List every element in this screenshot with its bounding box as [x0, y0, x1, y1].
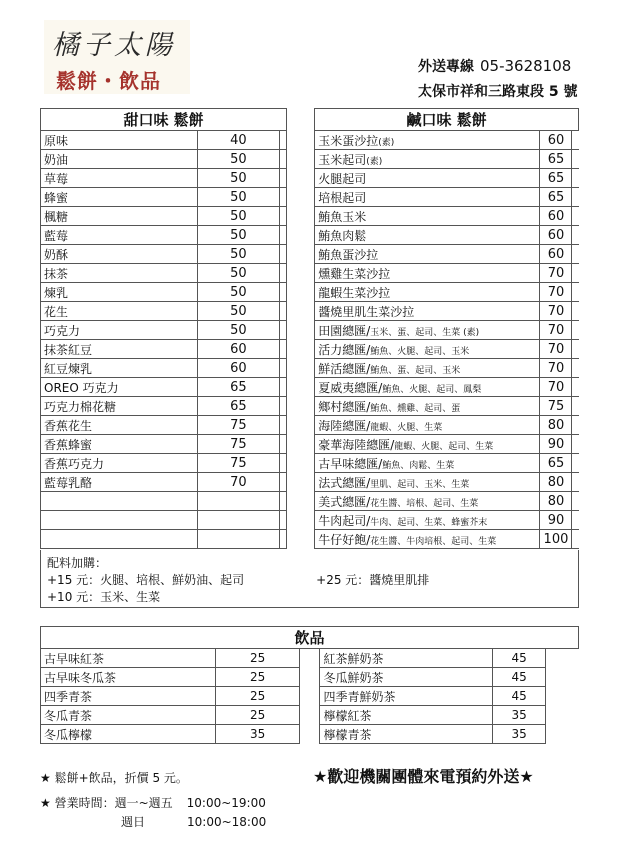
shop-logo — [44, 20, 190, 94]
savory-section-title: 鹹口味 鬆餅 — [315, 109, 579, 131]
savory-item-label: 醬燒里肌生菜沙拉 — [318, 304, 415, 319]
menu-row — [41, 264, 579, 283]
savory-item-label: 夏威夷總匯/ — [318, 380, 383, 395]
welcome-banner: ★歡迎機關團體來電預約外送★ — [313, 767, 534, 786]
sweet-item-price: 50 — [197, 283, 279, 302]
drink-row — [41, 725, 579, 744]
savory-item-label: 鮪魚蛋沙拉 — [318, 247, 379, 262]
savory-item-label: 鮪魚肉鬆 — [318, 228, 367, 243]
sweet-item-price: 65 — [197, 378, 279, 397]
hours-weekday-time: 10:00~19:00 — [186, 796, 266, 810]
delivery-phone: 05-3628108 — [480, 57, 572, 75]
savory-item-note: 鮪魚、燻雞、起司、蛋 — [370, 403, 461, 414]
drink-name: 紅茶鮮奶茶 — [320, 649, 493, 668]
drink-name: 古早味冬瓜茶 — [41, 668, 216, 687]
savory-item-label: 火腿起司 — [318, 171, 367, 186]
hours-weekday-days: 週一~週五 — [114, 796, 173, 810]
menu-row — [41, 302, 579, 321]
savory-item-name — [315, 416, 540, 435]
addon-title: 配料加購： — [47, 556, 108, 570]
drink-price: 25 — [215, 706, 300, 725]
savory-item-name — [315, 397, 540, 416]
savory-item-note: 里肌、起司、玉米、生菜 — [370, 479, 470, 490]
sweet-section-title: 甜口味 鬆餅 — [41, 109, 287, 131]
drinks-title: 飲品 — [41, 627, 579, 649]
hours-sunday-time: 10:00~18:00 — [187, 815, 267, 829]
addon-line-1a: +15 元：火腿、培根、鮮奶油、起司 — [47, 573, 245, 587]
drink-row — [41, 687, 579, 706]
savory-item-name — [315, 283, 540, 302]
savory-item-label: 美式總匯/ — [318, 494, 371, 509]
savory-item-name — [315, 454, 540, 473]
sweet-item-name: 抹茶紅豆 — [41, 340, 198, 359]
savory-item-name — [315, 378, 540, 397]
drink-name: 四季青鮮奶茶 — [320, 687, 493, 706]
savory-item-name — [315, 511, 540, 530]
menu-row — [41, 530, 579, 549]
hours-weekday — [40, 794, 266, 811]
savory-item-label: 鄉村總匯/ — [318, 399, 371, 414]
menu-row — [41, 207, 579, 226]
savory-item-price: 60 — [540, 245, 572, 264]
menu-row — [41, 511, 579, 530]
sweet-item-name: 紅豆煉乳 — [41, 359, 198, 378]
menu-row — [41, 321, 579, 340]
sweet-item-name: 香蕉巧克力 — [41, 454, 198, 473]
sweet-item-name: 奶油 — [41, 150, 198, 169]
menu-row — [41, 169, 579, 188]
savory-item-label: 鮪魚玉米 — [318, 209, 367, 224]
savory-item-name — [315, 131, 540, 150]
savory-item-name — [315, 359, 540, 378]
savory-item-price: 60 — [540, 207, 572, 226]
sweet-item-name: 奶酥 — [41, 245, 198, 264]
delivery-line — [418, 56, 571, 76]
sweet-item-price: 60 — [197, 340, 279, 359]
savory-item-price: 60 — [540, 226, 572, 245]
drink-price: 45 — [493, 687, 546, 706]
savory-item-label: 田園總匯/ — [318, 323, 371, 338]
sweet-item-name: 抹茶 — [41, 264, 198, 283]
savory-item-price: 65 — [540, 454, 572, 473]
addon-line-2: +10 元：玉米、生菜 — [47, 590, 161, 604]
savory-item-label: 活力總匯/ — [318, 342, 371, 357]
sweet-item-price: 50 — [197, 264, 279, 283]
sweet-item-price: 50 — [197, 302, 279, 321]
menu-row — [41, 416, 579, 435]
drink-row — [41, 706, 579, 725]
sweet-item-name: 香蕉花生 — [41, 416, 198, 435]
savory-item-label: 燻雞生菜沙拉 — [318, 266, 391, 281]
drink-name: 冬瓜青茶 — [41, 706, 216, 725]
savory-item-label: 牛肉起司/ — [318, 513, 371, 528]
shop-address: 太保市祥和三路東段 5 號 — [418, 84, 578, 100]
sweet-item-price: 50 — [197, 169, 279, 188]
savory-item-price: 100 — [540, 530, 572, 549]
menu-row — [41, 340, 579, 359]
drink-price: 25 — [215, 687, 300, 706]
savory-item-price: 70 — [540, 378, 572, 397]
savory-item-label: 海陸總匯/ — [318, 418, 371, 433]
waffle-menu-table — [40, 108, 579, 549]
savory-item-name — [315, 245, 540, 264]
sweet-item-price: 75 — [197, 454, 279, 473]
savory-item-price: 70 — [540, 321, 572, 340]
sweet-item-name: 藍莓乳酪 — [41, 473, 198, 492]
sweet-item-price: 65 — [197, 397, 279, 416]
savory-item-name — [315, 492, 540, 511]
sweet-item-name: OREO 巧克力 — [41, 378, 198, 397]
savory-item-name — [315, 226, 540, 245]
savory-item-label: 玉米蛋沙拉 — [318, 133, 379, 148]
sweet-item-name — [41, 492, 198, 511]
drink-price: 35 — [215, 725, 300, 744]
sweet-item-name: 花生 — [41, 302, 198, 321]
addon-section — [40, 550, 579, 608]
savory-item-label: 法式總匯/ — [318, 475, 371, 490]
savory-item-price: 80 — [540, 492, 572, 511]
hours-sunday-day: 週日 — [121, 815, 146, 829]
savory-item-note: 玉米、蛋、起司、生菜 (素) — [370, 327, 480, 338]
menu-row — [41, 492, 579, 511]
savory-item-note: 花生醬、牛肉培根、起司、生菜 — [370, 536, 497, 547]
menu-row — [41, 283, 579, 302]
savory-item-note: 龍蝦、火腿、起司、生菜 — [394, 441, 494, 452]
savory-item-name — [315, 169, 540, 188]
savory-item-note: (素) — [378, 137, 395, 148]
savory-item-name — [315, 340, 540, 359]
savory-item-price: 80 — [540, 416, 572, 435]
savory-item-note: 花生醬、培根、起司、生菜 — [370, 498, 479, 509]
sweet-item-name — [41, 530, 198, 549]
savory-item-name — [315, 302, 540, 321]
savory-item-note: (素) — [366, 156, 383, 167]
addon-line-1b: +25 元：醬燒里肌排 — [316, 573, 430, 587]
savory-item-price: 80 — [540, 473, 572, 492]
sweet-item-name: 草莓 — [41, 169, 198, 188]
sweet-item-name — [41, 511, 198, 530]
sweet-item-price: 40 — [197, 131, 279, 150]
logo-subtitle: 鬆餅・飲品 — [56, 69, 161, 93]
sweet-item-price: 70 — [197, 473, 279, 492]
sweet-item-price — [197, 492, 279, 511]
savory-item-name — [315, 207, 540, 226]
savory-item-note: 鮪魚、蛋、起司、玉米 — [370, 365, 461, 376]
drink-row — [41, 649, 579, 668]
savory-item-note: 鮪魚、肉鬆、生菜 — [382, 460, 455, 471]
savory-item-label: 玉米起司 — [318, 152, 367, 167]
savory-item-price: 70 — [540, 340, 572, 359]
menu-row — [41, 378, 579, 397]
drink-name: 冬瓜鮮奶茶 — [320, 668, 493, 687]
sweet-item-price: 50 — [197, 207, 279, 226]
drink-price: 25 — [215, 649, 300, 668]
drink-name: 古早味紅茶 — [41, 649, 216, 668]
menu-row — [41, 435, 579, 454]
drink-price: 45 — [493, 668, 546, 687]
savory-item-name — [315, 473, 540, 492]
savory-item-price: 70 — [540, 264, 572, 283]
savory-item-price: 65 — [540, 169, 572, 188]
logo-title: 橘子太陽 — [52, 30, 176, 61]
sweet-item-name: 藍莓 — [41, 226, 198, 245]
sweet-item-name: 蜂蜜 — [41, 188, 198, 207]
savory-item-price: 70 — [540, 302, 572, 321]
savory-item-price: 60 — [540, 131, 572, 150]
drink-name: 冬瓜檸檬 — [41, 725, 216, 744]
sweet-item-price: 50 — [197, 226, 279, 245]
drinks-table — [40, 626, 579, 744]
menu-row — [41, 188, 579, 207]
savory-item-label: 古早味總匯/ — [318, 456, 383, 471]
menu-row — [41, 150, 579, 169]
savory-item-note: 牛肉、起司、生菜、蜂蜜芥末 — [370, 517, 488, 528]
menu-row — [41, 473, 579, 492]
savory-item-note: 鮪魚、火腿、起司、玉米 — [370, 346, 470, 357]
sweet-item-name: 煉乳 — [41, 283, 198, 302]
menu-row — [41, 454, 579, 473]
savory-item-price: 70 — [540, 359, 572, 378]
sweet-item-name: 香蕉蜂蜜 — [41, 435, 198, 454]
drink-price: 45 — [493, 649, 546, 668]
savory-item-price: 75 — [540, 397, 572, 416]
sweet-item-price: 50 — [197, 321, 279, 340]
savory-item-label: 培根起司 — [318, 190, 367, 205]
drink-name: 檸檬紅茶 — [320, 706, 493, 725]
sweet-item-price — [197, 511, 279, 530]
sweet-item-price: 75 — [197, 416, 279, 435]
menu-row — [41, 359, 579, 378]
savory-item-price: 90 — [540, 435, 572, 454]
savory-item-price: 70 — [540, 283, 572, 302]
drink-row — [41, 668, 579, 687]
savory-item-note: 龍蝦、火腿、生菜 — [370, 422, 443, 433]
savory-item-label: 鮮活總匯/ — [318, 361, 371, 376]
sweet-item-price: 50 — [197, 245, 279, 264]
sweet-item-price: 60 — [197, 359, 279, 378]
sweet-item-name: 原味 — [41, 131, 198, 150]
hours-label: ★ 營業時間： — [40, 796, 115, 810]
savory-item-note: 鮪魚、火腿、起司、鳳梨 — [382, 384, 482, 395]
menu-row — [41, 397, 579, 416]
savory-item-label: 豪華海陸總匯/ — [318, 437, 395, 452]
menu-row — [41, 226, 579, 245]
drink-name: 檸檬青茶 — [320, 725, 493, 744]
savory-item-label: 龍蝦生菜沙拉 — [318, 285, 391, 300]
drink-name: 四季青茶 — [41, 687, 216, 706]
sweet-item-name: 巧克力 — [41, 321, 198, 340]
sweet-item-price — [197, 530, 279, 549]
savory-item-label: 牛仔好飽/ — [318, 532, 371, 547]
sweet-item-price: 50 — [197, 150, 279, 169]
savory-item-name — [315, 264, 540, 283]
savory-item-name — [315, 530, 540, 549]
drink-price: 35 — [493, 706, 546, 725]
savory-item-price: 65 — [540, 188, 572, 207]
sweet-item-price: 50 — [197, 188, 279, 207]
hours-sunday — [121, 813, 266, 830]
drink-price: 35 — [493, 725, 546, 744]
delivery-label: 外送專線 — [418, 59, 474, 75]
savory-item-name — [315, 435, 540, 454]
savory-item-name — [315, 321, 540, 340]
sweet-item-name: 巧克力棉花糖 — [41, 397, 198, 416]
menu-row — [41, 245, 579, 264]
savory-item-name — [315, 188, 540, 207]
menu-row — [41, 131, 579, 150]
savory-item-price: 65 — [540, 150, 572, 169]
drink-price: 25 — [215, 668, 300, 687]
sweet-item-name: 楓糖 — [41, 207, 198, 226]
discount-note: ★ 鬆餅+飲品，折價 5 元。 — [40, 771, 188, 785]
savory-item-name — [315, 150, 540, 169]
savory-item-price: 90 — [540, 511, 572, 530]
sweet-item-price: 75 — [197, 435, 279, 454]
